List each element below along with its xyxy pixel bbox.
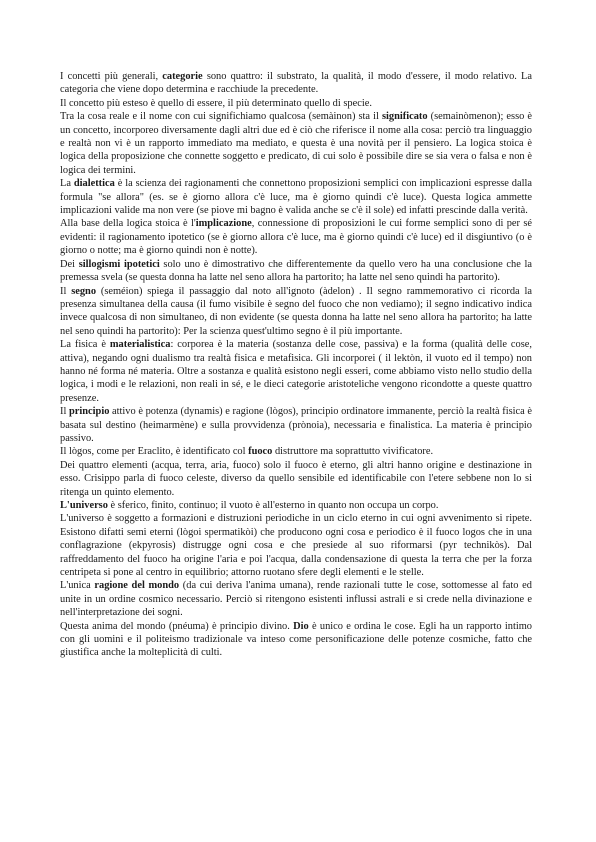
paragraph [60, 405, 532, 445]
text-run: distruttore ma soprattutto vivificatore. [272, 446, 434, 458]
paragraph [60, 97, 532, 110]
paragraph [60, 285, 532, 339]
text-run: Il concetto più esteso è quello di essere, il più determinato quello di specie. [60, 97, 372, 109]
bold-term: principio [68, 406, 110, 418]
bold-term: implicazione [195, 218, 252, 230]
text-run: La [60, 178, 74, 190]
text-run: è sferico, finito, continuo; il vuoto è all'esterno in quanto non occupa un corpo. [107, 500, 439, 511]
paragraph [60, 217, 532, 257]
bold-term: fuoco [248, 446, 273, 458]
text-run: Questa anima del mondo (pnéuma) è principio divino. [60, 620, 294, 632]
document-page [60, 70, 532, 660]
text-run: Dei [60, 258, 79, 270]
bold-term: ragione del mondo [94, 580, 180, 592]
text-run: Dei quattro elementi (acqua, terra, aria, fuoco) solo il fuoco è eterno, gli altri hanno origine e destinazione in esso. Crisippo parla di fuoco celeste, diverso da quello sensibile ed identificabile con l'etere sebbene non lo si ritenga un quinto elemento. [60, 459, 532, 498]
bold-term: materialistica [109, 339, 171, 351]
paragraph [60, 70, 532, 97]
text-run: (seméion) spiega il passaggio dal noto all'ignoto (àdelon) . Il segno rammemorativo ci ricorda la presenza simultanea della causa (il fumo visibile è segno del fuoco che non vediamo); il segno indicativo indica invece qualcosa di non simultaneo, di non evidente (se questa donna ha latte nel seno allora ha partorito; ha latte nel seno quindi ha partorito): Per la scienza quest'ultimo segno è il più importante. [60, 285, 532, 337]
text-run: sono quattro: il substrato, la qualità, il modo d'essere, il modo relativo. La categoria che viene dopo determina e racchiude la precedente. [60, 71, 533, 96]
bold-term: segno [71, 285, 97, 297]
text-run: attivo è potenza (dynamis) e ragione (lògos), principio ordinatore immanente, perciò la realtà fisica è basata sul destino (heimarmène) e sulla provvidenza (prònoia), necessaria e finalistica. La materia è principio passivo. [60, 406, 532, 444]
paragraph [60, 620, 532, 660]
text-run: Il [60, 285, 72, 297]
text-run: I concetti più generali, [60, 71, 163, 82]
text-run: (da cui deriva l'anima umana), rende razionali tutte le cose, sottomesse al fato ed unite in un ordine cosmico necessario. Perciò si ritengono esistenti influssi astrali e si crede nella divinazione e nell'interpretazione dei sogni. [60, 580, 532, 619]
text-run: La fisica è [60, 339, 110, 351]
text-run: è unico e ordina le cose. Egli ha un rapporto intimo con gli uomini e il politeismo tradizionale va inteso come personificazione delle potenze cosmiche, fatto che giustifica anche la molteplicità di culti. [60, 620, 533, 659]
text-run: è la scienza dei ragionamenti che connettono proposizioni semplici con implicazioni espresse dalla formula "se allora" (es. se è giorno allora c'è luce, ma è giorno quindi c'è luce). Questa logica ammette implicazioni valide ma non vere (se piove mi bagno è valida anche se c'è il sole) ed infatti prescinde dalla verità. [60, 178, 532, 217]
paragraph [60, 177, 532, 217]
paragraph [60, 579, 532, 619]
text-run: Alla base della logica stoica è l' [60, 218, 196, 230]
paragraph [60, 459, 532, 499]
paragraph [60, 110, 532, 177]
text-run: Tra la cosa reale e il nome con cui significhiamo qualcosa (semàinon) sta il [60, 111, 382, 123]
text-run: : corporea è la materia (sostanza delle cose, passiva) e la forma (qualità delle cose, attiva), negando ogni dualismo tra realtà fisica e metafisica. Gli incorporei ( il lektòn, il vuoto ed il tempo) non hanno né forma né materia. Oltre a sostanza e qualità esistono negli esseri, come abbiamo visto nello studio della logica, i modi e le relazioni, non reali in sé, e le dieci categorie aristoteliche vengono ricondotte a queste quattro presenze. [60, 339, 532, 404]
bold-term: categorie [162, 71, 203, 82]
bold-term: L'universo [60, 500, 108, 511]
text-run: Il lògos, come per Eraclito, è identificato col [60, 446, 249, 458]
paragraph [60, 499, 532, 512]
text-run: Il [60, 406, 69, 418]
bold-term: significato [381, 111, 428, 123]
bold-term: sillogismi ipotetici [78, 258, 160, 270]
bold-term: Dio [293, 620, 309, 632]
text-run: solo uno è dimostrativo che differentemente da quello vero ha una conclusione che la premessa svela (se questa donna ha latte nel seno allora ha partorito; ha latte nel seno quindi ha partorito). [60, 258, 533, 284]
bold-term: dialettica [73, 178, 115, 190]
paragraph [60, 512, 532, 579]
paragraph [60, 445, 532, 458]
text-run: (semainòmenon); esso è un concetto, incorporeo diversamente dagli altri due ed è ciò che riferisce il nome alla cosa: perciò tra linguaggio e realtà non vi è un rapporto immediato ma mediato, e questa è una novità per il pensiero. La logica stoica è logica della proposizione che connette soggetto e predicato, di cui solo è possibile dire se sia vera o falsa e non è logica dei termini. [60, 111, 533, 176]
text-run: L'universo è soggetto a formazioni e distruzioni periodiche in un ciclo eterno in cui ogni avvenimento si ripete. Esistono difatti semi eterni (lògoi spermatikòi) che producono ogni cosa e periodico è il fuoco logos che in una conflagrazione (ekpyrosis) distrugge ogni cosa e che presiede al suo riformarsi (pyr technikòs). Dal raffreddamento del fuoco ha origine l'aria e poi l'acqua, dalla condensazione di questa la terra che per la forza centripeta si pone al centro in equilibrio; attorno ruotano sfere degli elementi e le stelle. [60, 513, 532, 579]
text-run: , connessione di proposizioni le cui forme semplici sono di per sé evidenti: il ragionamento ipotetico (se è giorno allora c'è luce, ma è giorno quindi c'è luce) ed il disgiuntivo (o è giorno o notte; ma è giorno quindi non è notte). [60, 218, 532, 257]
paragraph [60, 338, 532, 405]
paragraph [60, 258, 532, 285]
text-run: L'unica [60, 580, 95, 592]
